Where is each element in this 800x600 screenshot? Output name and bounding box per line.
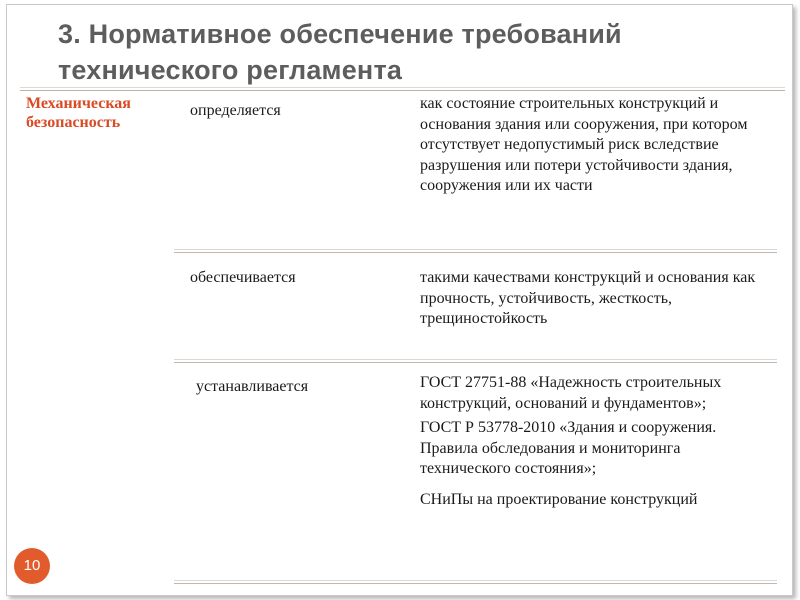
row-1-description-text: как состояние строительных конструкций и основания здания или сооружения, при котором отсутствует недопустимый риск вследствие разрушения или потери устойчивости здания, сооружения или их части <box>420 95 748 194</box>
title-divider <box>20 87 785 91</box>
page-number-badge: 10 <box>14 548 50 584</box>
row-3-description <box>420 373 775 510</box>
row-1-verb: определяется <box>190 102 281 119</box>
standard-snip: СНиПы на проектирование конструкций <box>420 490 698 508</box>
row-3-verb: устанавливается <box>196 378 309 395</box>
row-divider <box>174 249 777 253</box>
row-2-description <box>420 268 775 330</box>
standard-gost-27751: ГОСТ 27751-88 «Надежность строительных конструкций, оснований и фундаментов»; <box>420 374 722 412</box>
row-2-verb: обеспечивается <box>190 269 296 286</box>
row-2-description-text: такими качествами конструкций и основания как прочность, устойчивость, жесткость, трещиностойкость <box>420 269 756 327</box>
standard-gost-53778: ГОСТ Р 53778-2010 «Здания и сооружения. Правила обследования и мониторинга технического состояния»; <box>420 419 717 477</box>
row-divider <box>174 359 777 363</box>
row-1-description <box>420 94 775 197</box>
category-label: Механическая безопасность <box>26 95 131 131</box>
slide-title: 3. Нормативное обеспечение требований технического регламента <box>58 19 622 85</box>
row-divider <box>174 580 777 584</box>
